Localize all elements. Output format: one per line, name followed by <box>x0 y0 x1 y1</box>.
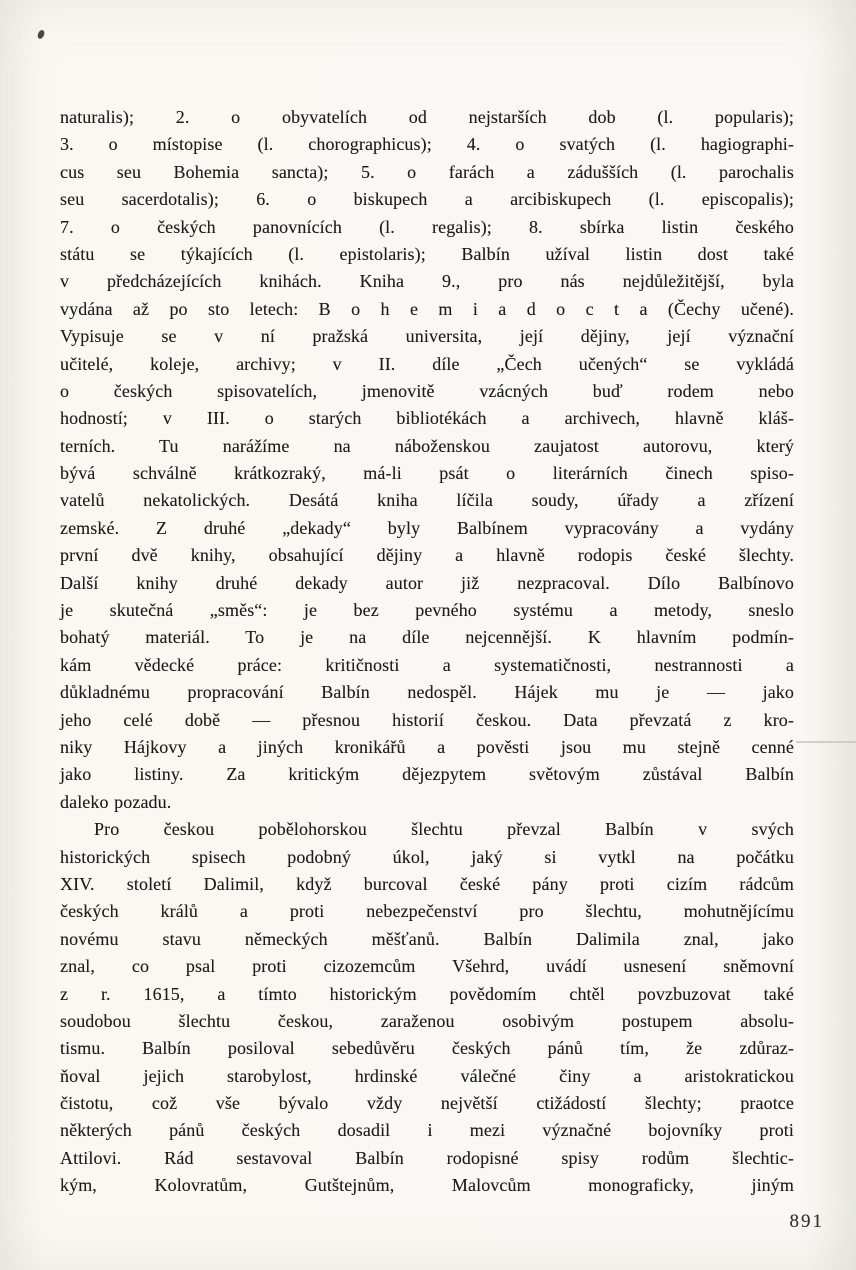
scan-artifact-speck <box>37 29 45 39</box>
page-number: 891 <box>789 1211 824 1232</box>
text-line: Vypisuje se v ní pražská universita, její dějiny, její význační <box>60 326 794 347</box>
text-line: tismu. Balbín posiloval sebedůvěru českých pánů tím, že zdůraz- <box>60 1038 794 1059</box>
text-line: terních. Tu narážíme na náboženskou zaujatost autorovu, který <box>60 435 794 456</box>
text-line: o českých spisovatelích, jmenovitě vzácných buď rodem nebo <box>60 380 794 401</box>
paragraph <box>60 816 794 1199</box>
text-line: daleko pozadu. <box>60 791 172 812</box>
text-line: hodností; v III. o starých bibliotékách a archivech, hlavně kláš- <box>60 408 794 429</box>
text-line: soudobou šlechtu českou, zaraženou osobivým postupem absolu- <box>60 1010 794 1031</box>
paragraph <box>60 104 794 816</box>
text-line: některých pánů českých dosadil i mezi význačné bojovníky proti <box>60 1120 794 1141</box>
text-line: naturalis); 2. o obyvatelích od nejstarších dob (l. popularis); <box>60 107 794 127</box>
text-line: bývá schválně krátkozraký, má-li psát o literárních činech spiso- <box>60 463 794 484</box>
text-line: je skutečná „směs“: je bez pevného systému a metody, sneslo <box>60 600 794 621</box>
text-line: státu se týkajících (l. epistolaris); Balbín užíval listin dost také <box>60 243 794 264</box>
text-line: čistotu, což vše bývalo vždy největší ctižádostí šlechty; praotce <box>60 1093 794 1114</box>
text-line: niky Hájkovy a jiných kronikářů a pověsti jsou mu stejně cenné <box>60 736 794 757</box>
text-line: zemské. Z druhé „dekady“ byly Balbínem vypracovány a vydány <box>60 517 794 538</box>
body-text <box>60 104 794 1200</box>
text-line: českých králů a proti nebezpečenství pro šlechtu, mohutnějícímu <box>60 901 794 922</box>
text-line: Pro českou pobělohorskou šlechtu převzal Balbín v svých <box>94 819 794 840</box>
text-line: cus seu Bohemia sancta); 5. o farách a zádušších (l. parochalis <box>60 161 794 182</box>
text-line: kám vědecké práce: kritičnosti a systematičnosti, nestrannosti a <box>60 654 794 675</box>
text-line: ňoval jejich starobylost, hrdinské válečné činy a aristokratickou <box>60 1065 794 1086</box>
text-line: Attilovi. Rád sestavoval Balbín rodopisné spisy rodům šlechtic- <box>60 1147 794 1168</box>
text-line: z r. 1615, a tímto historickým povědomím chtěl povzbuzovat také <box>60 983 794 1004</box>
text-line: bohatý materiál. To je na díle nejcennější. K hlavním podmín- <box>60 627 794 648</box>
text-line: kým, Kolovratům, Gutštejnům, Malovcům monograficky, jiným <box>60 1175 794 1196</box>
text-line: v předcházejících knihách. Kniha 9., pro nás nejdůležitější, byla <box>60 271 794 292</box>
text-line: první dvě knihy, obsahující dějiny a hlavně rodopis české šlechty. <box>60 545 794 566</box>
text-line: novému stavu německých měšťanů. Balbín Dalimila znal, jako <box>60 928 794 949</box>
text-line: jeho celé době — přesnou historií českou. Data převzatá z kro- <box>60 709 794 730</box>
text-line: znal, co psal proti cizozemcům Všehrd, uvádí usnesení sněmovní <box>60 956 794 977</box>
text-line: XIV. století Dalimil, když burcoval české pány proti cizím rádcům <box>60 873 794 894</box>
text-line: vatelů nekatolických. Desátá kniha líčila soudy, úřady a zřízení <box>60 490 794 511</box>
text-line: učitelé, koleje, archivy; v II. díle „Čech učených“ se vykládá <box>60 353 794 374</box>
text-line: jako listiny. Za kritickým dějezpytem světovým zůstával Balbín <box>60 764 794 785</box>
text-line: Další knihy druhé dekady autor již nezpracoval. Dílo Balbínovo <box>60 572 794 593</box>
text-line: 7. o českých panovnících (l. regalis); 8. sbírka listin českého <box>60 216 794 237</box>
text-line: historických spisech podobný úkol, jaký si vytkl na počátku <box>60 846 794 867</box>
text-line: 3. o místopise (l. chorographicus); 4. o svatých (l. hagiographi- <box>60 134 794 155</box>
text-line: vydána až po sto letech: B o h e m i a d o c t a (Čechy učené). <box>60 298 794 319</box>
scan-artifact-streak <box>796 741 856 743</box>
text-line: důkladnému propracování Balbín nedospěl. Hájek mu je — jako <box>60 682 794 703</box>
text-line: seu sacerdotalis); 6. o biskupech a arcibiskupech (l. episcopalis); <box>60 189 794 210</box>
